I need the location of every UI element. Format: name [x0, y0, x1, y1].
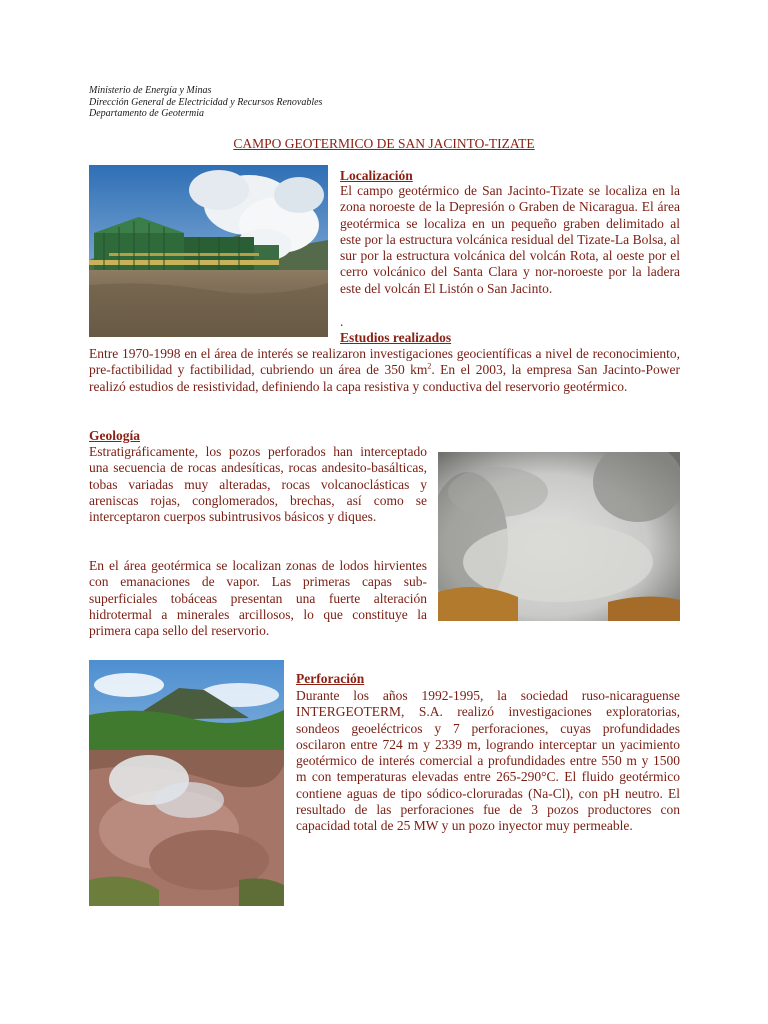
section-heading-localizacion: Localización: [340, 168, 413, 183]
section-heading-estudios: Estudios realizados: [340, 330, 452, 345]
localizacion-text: El campo geotérmico de San Jacinto-Tizate se localiza en la zona noroeste de la Depresión o Graben de Nicaragua. El área geotérmica se localiza en un pequeño graben delimitado al este por la estructura volcánica residual del Tizate-La Bolsa, al sur por la estructura volcánica del volcán Rota, al oeste por el cerro volcánico del Santa Clara y nor-noroeste por la ladera este del volcán El Listón o San Jacinto.: [340, 183, 680, 296]
page-title: CAMPO GEOTERMICO DE SAN JACINTO-TIZATE: [233, 136, 535, 151]
section-heading-perforacion: Perforación: [296, 671, 365, 686]
localizacion-trailing: .: [340, 314, 344, 329]
header-department: Departamento de Geotermia: [89, 108, 204, 119]
document-header: [89, 85, 322, 120]
geologia-text-2: En el área geotérmica se localizan zonas de lodos hirvientes con emanaciones de vapor. Las primeras capas sub-superficiales tobáceas presentan una fuerte alteración hidrotermal a minerales arcillosos, lo que constituye la primera capa sello del reservorio.: [89, 558, 427, 639]
estudios-superscript: 2: [427, 361, 432, 371]
boiling-mud-photo: [438, 452, 680, 621]
header-direction: Dirección General de Electricidad y Recursos Renovables: [89, 96, 323, 108]
estudios-text: [89, 346, 680, 395]
geothermal-plant-photo: [89, 165, 328, 337]
volcano-fumarole-photo: [89, 660, 284, 906]
estudios-text-a: Entre 1970-1998 en el área de interés se realizaron investigaciones geocientíficas a nivel de reconocimiento, pre-factibilidad y factibilidad, cubriendo un área de 350 km: [89, 346, 680, 378]
section-heading-geologia: Geología: [89, 428, 140, 443]
geologia-text-1: Estratigráficamente, los pozos perforados han interceptado una secuencia de rocas andesíticas, rocas andesito-basálticas, tobas variadas muy alteradas, rocas volcanoclásticas y areniscas rojas, conglomerados, brechas, así como se interceptaron cuerpos subintrusivos básicos y diques.: [89, 444, 427, 525]
header-ministry: Ministerio de Energía y Minas: [89, 85, 212, 96]
estudios-text-b: . En el 2003, la empresa San Jacinto-Power realizó estudios de resistividad, definiendo la capa resistiva y conductiva del reservorio geotérmico.: [89, 362, 681, 394]
perforacion-text: Durante los años 1992-1995, la sociedad ruso-nicaraguense INTERGEOTERM, S.A. realizó investigaciones exploratorias, sondeos geoeléctricos y 7 perforaciones, cuyas profundidades oscilaron entre 724 m y 2339 m, logrando interceptar un yacimiento geotérmico de interés comercial a profundidades entre 550 m y 1500 m con temperaturas elevadas entre 265-290°C. El fluido geotérmico contiene aguas de tipo sódico-cloruradas (Na-Cl), con pH neutro. El resultado de las perforaciones fue de 3 pozos productores con capacidad total de 25 MW y un pozo inyector muy permeable.: [296, 688, 680, 834]
